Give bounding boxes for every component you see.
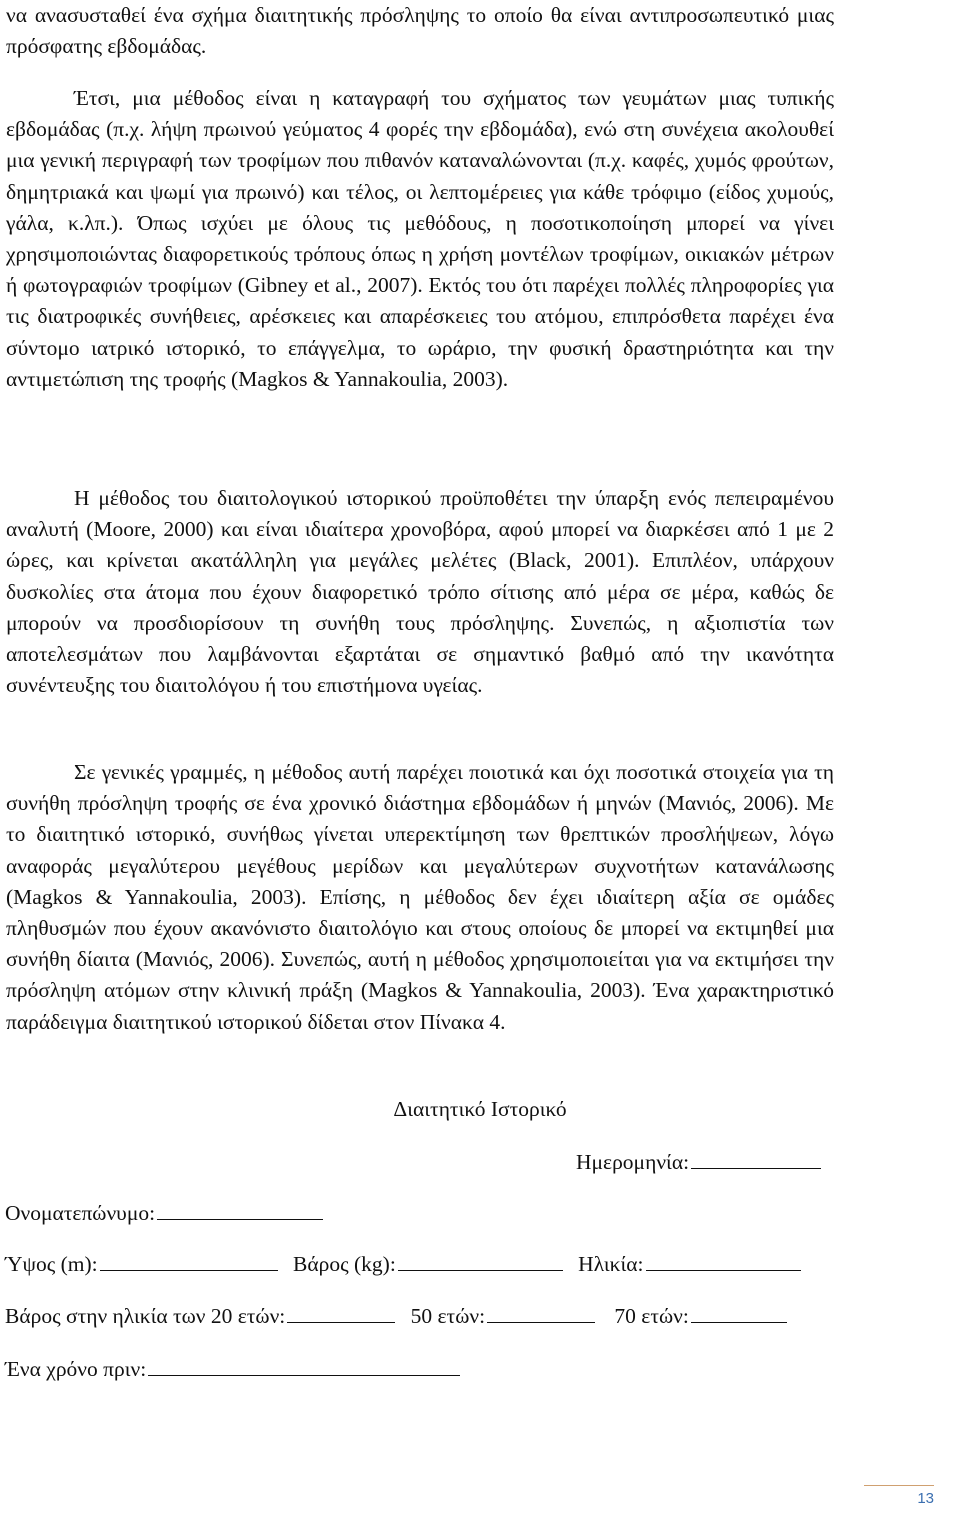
height-label: Ύψος (m): [5, 1252, 98, 1276]
weight-at-70-blank[interactable] [691, 1302, 787, 1323]
weight-blank[interactable] [398, 1250, 563, 1271]
weight-at-20-blank[interactable] [287, 1302, 395, 1323]
date-blank[interactable] [691, 1148, 821, 1169]
age-label: Ηλικία: [578, 1252, 644, 1276]
name-field [5, 1199, 323, 1227]
name-label: Ονοματεπώνυμο: [5, 1201, 156, 1225]
page-number: 13 [864, 1485, 934, 1507]
weight-history-row [5, 1302, 787, 1330]
paragraph-weekly-pattern: Έτσι, μια μέθοδος είναι η καταγραφή του σχήματος των γευμάτων μιας τυπικής εβδομάδας (π.χ. λήψη πρωινού γεύματος 4 φορές την εβδομάδα), ενώ στη συνέχεια ακολουθεί μια γενική περιγραφή των τροφίμων που πιθανόν καταναλώνονται (π.χ. καφές, χυμός φρούτων, δημητριακά και ψωμί για πρωινό) και τέλος, οι λεπτομέρειες για κάθε τρόφιμο (είδος χυμούς, γάλα, κ.λπ.). Όπως ισχύει με όλους τις μεθόδους, η ποσοτικοποίηση μπορεί να γίνει χρησιμοποιώντας διαφορετικούς τρόπους όπως η χρήση μοντέλων τροφίμων, οικιακών μέτρων ή φωτογραφιών τροφίμων (Gibney et al., 2007). Εκτός του ότι παρέχει πολλές πληροφορίες για τις διατροφικές συνήθειες, αρέσκειες και απαρέσκειες του ατόμου, επιπρόσθετα παρέχει ένα σύντομο ιατρικό ιστορικό, το επάγγελμα, το ωράριο, την φυσική δραστηριότητα και την αντιμετώπιση της τροφής (Magkos & Yannakoulia, 2003). [6, 86, 834, 391]
date-label: Ημερομηνία: [576, 1150, 690, 1174]
age-blank[interactable] [646, 1250, 801, 1271]
name-blank[interactable] [157, 1199, 323, 1220]
weight-at-20-label: Βάρος στην ηλικία των 20 ετών: [5, 1304, 286, 1328]
weight-at-70-label: 70 ετών: [614, 1304, 689, 1328]
year-ago-label: Ένα χρόνο πριν: [5, 1357, 147, 1381]
weight-at-50-label: 50 ετών: [410, 1304, 486, 1328]
paragraph-method-requirements: Η μέθοδος του διαιτολογικού ιστορικού προϋποθέτει την ύπαρξη ενός πεπειραμένου αναλυτή (Moore, 2000) και είναι ιδιαίτερα χρονοβόρα, αφού μπορεί να διαρκέσει από 1 με 2 ώρες, και κρίνεται ακατάλληλη για μεγάλες μελέτες (Black, 2001). Επιπλέον, υπάρχουν δυσκολίες στα άτομα που έχουν διαφορετικό τρόπο σίτισης από μέρα σε μέρα, καθώς δε μπορούν να προσδιορίσουν τη συνήθη τους πρόσληψης. Συνεπώς, η αξιοπιστία των αποτελεσμάτων που λαμβάνονται εξαρτάται σε σημαντικό βαθμό από την ικανότητα συνέντευξης του διαιτολόγου ή του επιστήμονα υγείας. [6, 486, 834, 698]
weight-label: Βάρος (kg): [293, 1252, 396, 1276]
date-field [576, 1148, 821, 1176]
year-ago-blank[interactable] [148, 1355, 460, 1376]
year-ago-field [5, 1355, 460, 1383]
paragraph-summary: Σε γενικές γραμμές, η μέθοδος αυτή παρέχει ποιοτικά και όχι ποσοτικά στοιχεία για τη συνήθη πρόσληψη τροφής σε ένα χρονικό διάστημα εβδομάδων ή μηνών (Μανιός, 2006). Με το διαιτητικό ιστορικό, συνήθως γίνεται υπερεκτίμηση των θρεπτικών προσλήψεων, λόγω αναφοράς μεγαλύτερου μεγέθους μερίδων και μεγαλύτερων συχνοτήτων κατανάλωσης (Magkos & Yannakoulia, 2003). Επίσης, η μέθοδος δεν έχει ιδιαίτερη αξία σε ομάδες πληθυσμών που έχουν ακανόνιστο διαιτολόγιο και στους οποίους δε μπορεί να εκτιμηθεί μια συνήθη δίαιτα (Μανιός, 2006). Συνεπώς, αυτή η μέθοδος χρησιμοποιείται για να εκτιμήσει την πρόσληψη ατόμων στην κλινική πράξη (Magkos & Yannakoulia, 2003). Ένα χαρακτηριστικό παράδειγμα διαιτητικού ιστορικού δίδεται στον Πίνακα 4. [6, 760, 834, 1034]
height-weight-age-row [5, 1250, 801, 1278]
weight-at-50-blank[interactable] [487, 1302, 595, 1323]
paragraph-intro-continuation: να ανασυσταθεί ένα σχήμα διαιτητικής πρόσληψης το οποίο θα είναι αντιπροσωπευτικό μιας πρόσφατης εβδομάδας. [6, 3, 834, 59]
form-title: Διαιτητικό Ιστορικό [393, 1097, 567, 1121]
height-blank[interactable] [100, 1250, 278, 1271]
